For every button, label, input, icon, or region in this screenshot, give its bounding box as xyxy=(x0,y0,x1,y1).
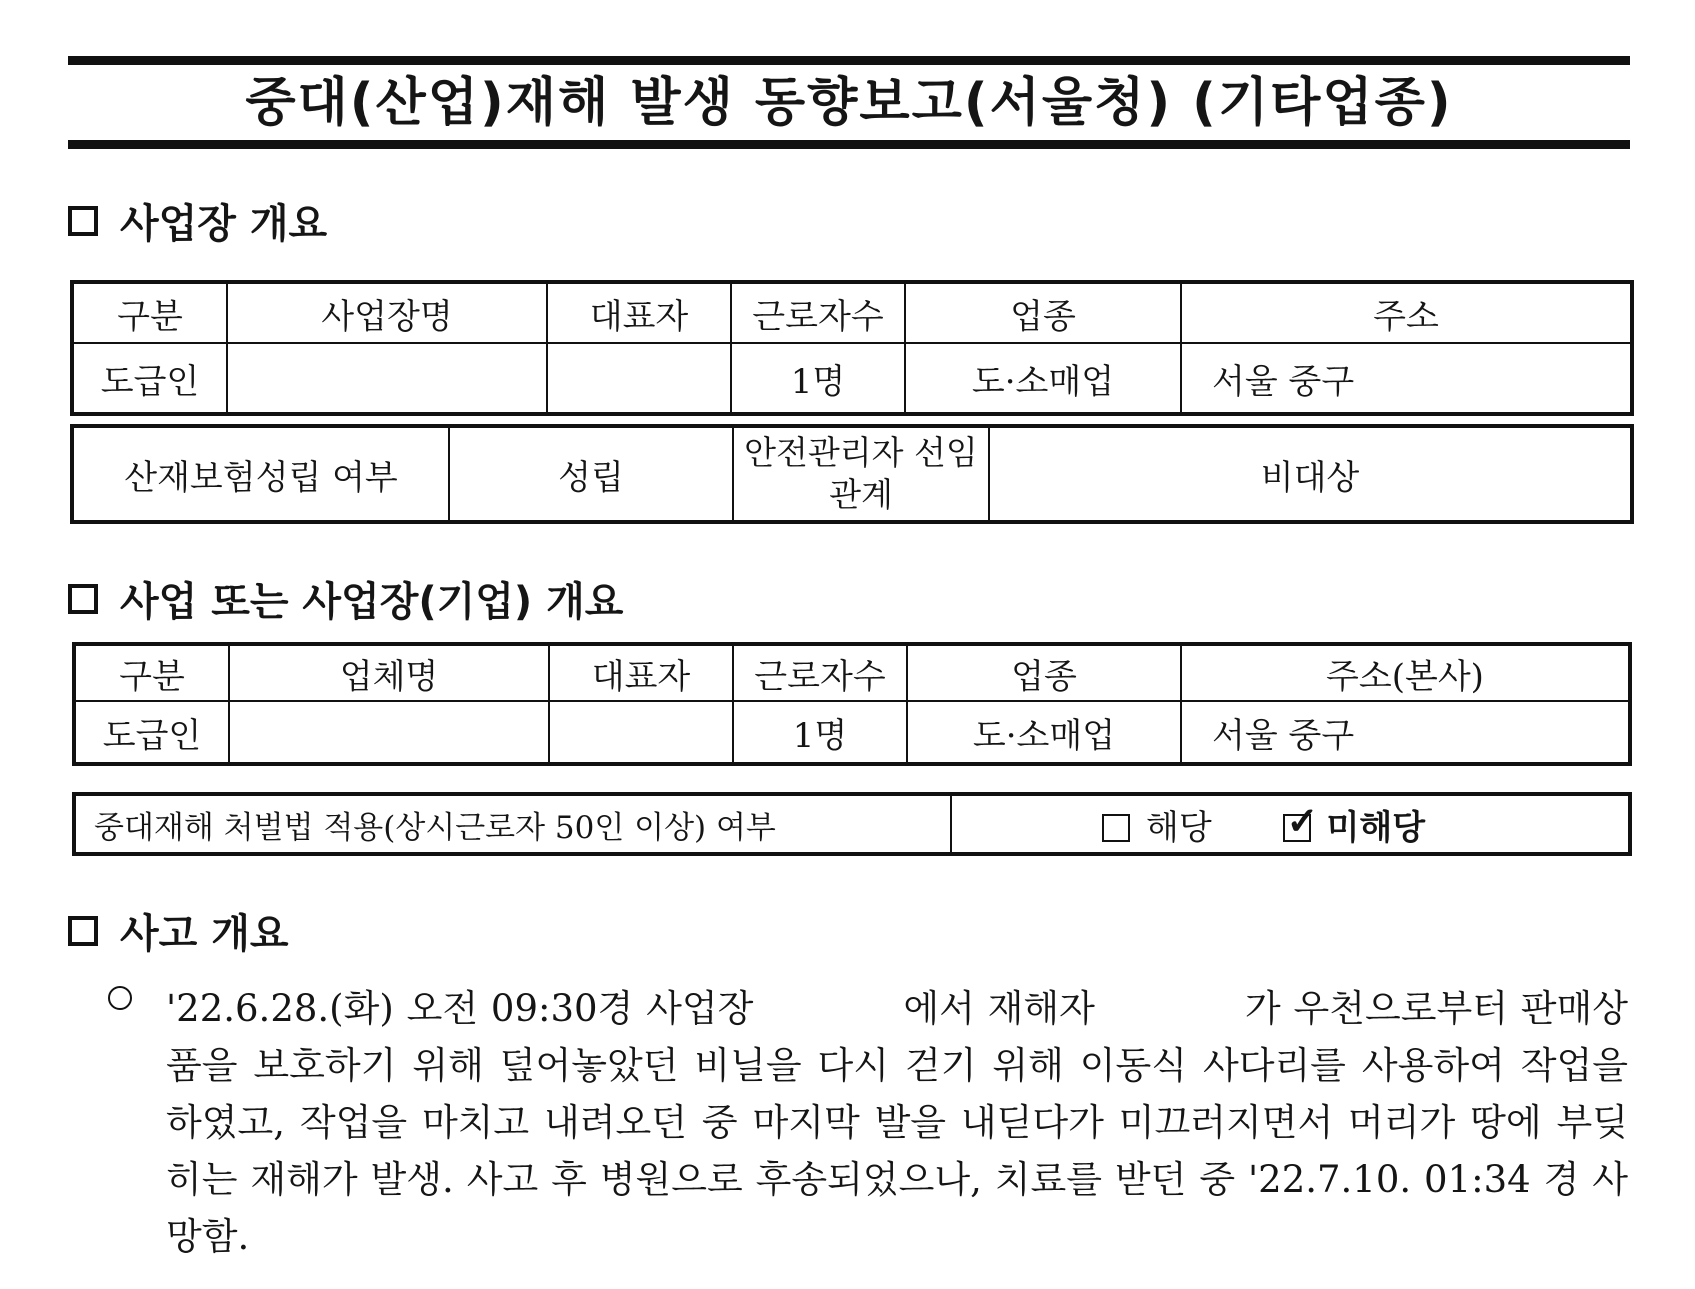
header-industry: 업종 xyxy=(907,645,1181,701)
business-table xyxy=(74,644,1630,764)
title-rule-top xyxy=(68,56,1630,65)
option-applicable[interactable] xyxy=(1102,800,1212,849)
accident-description xyxy=(108,980,1628,1265)
cell-company-name xyxy=(229,701,549,763)
law-applicability-label: 중대재해 처벌법 적용(상시근로자 50인 이상) 여부 xyxy=(75,795,951,853)
square-bullet-icon xyxy=(68,584,98,614)
square-bullet-icon xyxy=(68,206,98,236)
cell-address: 서울 중구 xyxy=(1181,701,1629,763)
option-applicable-label: 해당 xyxy=(1146,807,1212,848)
option-not-applicable-label: 미해당 xyxy=(1326,807,1426,848)
document-title: 중대(산업)재해 발생 동향보고(서울청) (기타업종) xyxy=(245,73,1453,133)
checkmark-icon: ✓ xyxy=(1286,797,1319,843)
cell-industry: 도·소매업 xyxy=(905,343,1181,413)
title-rule-bottom xyxy=(68,140,1630,149)
unchecked-box-icon xyxy=(1102,814,1130,842)
section-heading-label: 사고 개요 xyxy=(120,911,289,957)
insurance-label: 산재보험성립 여부 xyxy=(73,427,449,521)
header-category: 구분 xyxy=(75,645,229,701)
cell-address: 서울 중구 xyxy=(1181,343,1631,413)
section-heading-workplace xyxy=(68,192,327,249)
header-workers: 근로자수 xyxy=(731,283,905,343)
accident-text-part2: 에서 재해자 xyxy=(903,987,1095,1030)
insurance-table xyxy=(72,426,1632,522)
workplace-table xyxy=(72,282,1632,414)
header-category: 구분 xyxy=(73,283,227,343)
cell-workplace-name xyxy=(227,343,547,413)
section-heading-accident xyxy=(68,902,289,959)
law-applicability-options xyxy=(951,795,1629,853)
square-bullet-icon xyxy=(68,916,98,946)
accident-text-part1: '22.6.28.(화) 오전 09:30경 사업장 xyxy=(166,987,754,1030)
cell-representative xyxy=(549,701,733,763)
accident-text-part3: 가 우천으로부터 판매상품을 보호하기 위해 덮어놓았던 비닐을 다시 걷기 위해 이동식 사다리를 사용하여 작업을 하였고, 작업을 마치고 내려오던 중 마지막 발을 내딛다가 미끄러지면서 머리가 땅에 부딪히는 재해가 발생. 사고 후 병원으로 후송되었으나, 치료를 받던 중 '22.7.10. 01:34 경 사망함. xyxy=(166,987,1628,1258)
option-not-applicable[interactable] xyxy=(1283,797,1426,849)
header-workplace-name: 사업장명 xyxy=(227,283,547,343)
header-address-hq: 주소(본사) xyxy=(1181,645,1629,701)
section-heading-business xyxy=(68,570,623,627)
cell-category: 도급인 xyxy=(73,343,227,413)
cell-category: 도급인 xyxy=(75,701,229,763)
cell-representative xyxy=(547,343,731,413)
header-address: 주소 xyxy=(1181,283,1631,343)
header-workers: 근로자수 xyxy=(733,645,907,701)
safety-manager-label: 안전관리자 선임 관계 xyxy=(733,427,989,521)
header-representative: 대표자 xyxy=(549,645,733,701)
insurance-value: 성립 xyxy=(449,427,733,521)
header-industry: 업종 xyxy=(905,283,1181,343)
checked-box-icon xyxy=(1283,797,1319,843)
section-heading-label: 사업 또는 사업장(기업) 개요 xyxy=(120,579,624,625)
header-company-name: 업체명 xyxy=(229,645,549,701)
section-heading-label: 사업장 개요 xyxy=(120,201,328,247)
header-representative: 대표자 xyxy=(547,283,731,343)
cell-workers: 1명 xyxy=(733,701,907,763)
cell-workers: 1명 xyxy=(731,343,905,413)
safety-manager-value: 비대상 xyxy=(989,427,1631,521)
law-applicability-table xyxy=(74,794,1630,854)
cell-industry: 도·소매업 xyxy=(907,701,1181,763)
